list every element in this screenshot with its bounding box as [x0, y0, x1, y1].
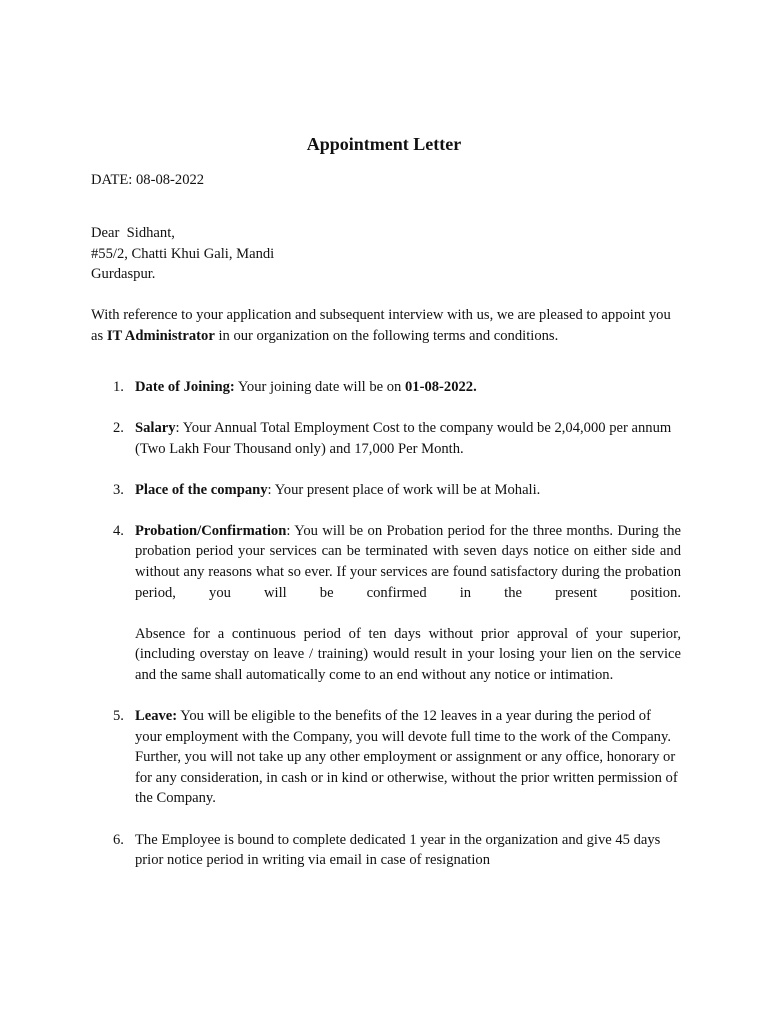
term-number: 5.	[113, 708, 124, 725]
term-number: 2.	[113, 420, 124, 437]
term-item-notice	[91, 830, 681, 871]
term-number: 4.	[113, 522, 124, 539]
term-heading: Date of Joining:	[135, 379, 235, 395]
address-line-1: #55/2, Chatti Khui Gali, Mandi	[91, 245, 275, 262]
terms-list	[91, 377, 681, 891]
term-item-salary	[91, 418, 681, 459]
term-item-probation	[91, 521, 681, 686]
term-item-joining	[91, 377, 681, 398]
term-text: : You will be on Probation period for the three months. During the probation period your services can be terminated with seven days notice on either side and without any reasons what so ever. If your services are found satisfactory during the probation period, you will be confirmed in the present position.	[135, 522, 681, 601]
intro-paragraph	[91, 305, 681, 346]
joining-date: 01-08-2022.	[405, 379, 477, 395]
date-line: DATE: 08-08-2022	[91, 172, 205, 188]
term-number: 1.	[113, 379, 124, 395]
term-text: : Your Annual Total Employment Cost to the company would be 2,04,000 per annum (Two Lakh Four Thousand only) and 17,000 Per Month.	[135, 420, 672, 457]
intro-text-before: With reference to your application and subsequent interview with us, we are pleased to appoint you as	[91, 307, 671, 344]
intro-role: IT Administrator	[106, 327, 215, 344]
term-number: 3.	[113, 481, 124, 498]
recipient-address	[91, 223, 274, 285]
term-item-place	[91, 480, 681, 501]
term-text: You will be eligible to the benefits of the 12 leaves in a year during the period of your employment with the Company, you will devote full time to the work of the Company. Further, you will not take up any other employment or assignment or any office, honorary or for any consideration, in cash or in kind or otherwise, without the prior written permission of the Company.	[135, 708, 678, 807]
term-heading: Place of the company	[135, 481, 268, 498]
term-number: 6.	[113, 831, 124, 848]
intro-text-after: in our organization on the following terms and conditions.	[214, 327, 559, 344]
term-heading: Probation/Confirmation	[135, 522, 287, 539]
term-paragraph-2: Absence for a continuous period of ten days without prior approval of your superior, (including overstay on leave / training) would result in your losing your lien on the service and the same shall automatically come to an end without any notice or intimation.	[135, 625, 681, 683]
salutation: Dear Sidhant,	[91, 225, 175, 241]
term-text: : Your present place of work will be at Mohali.	[267, 481, 541, 498]
term-text: Your joining date will be on	[234, 379, 405, 395]
term-heading: Leave:	[135, 708, 178, 725]
page-title: Appointment Letter	[306, 134, 462, 154]
term-item-leave	[91, 706, 681, 809]
term-text: The Employee is bound to complete dedicated 1 year in the organization and give 45 days prior notice period in writing via email in case of resignation	[135, 831, 661, 869]
term-heading: Salary	[135, 420, 176, 437]
address-line-2: Gurdaspur.	[91, 266, 156, 283]
